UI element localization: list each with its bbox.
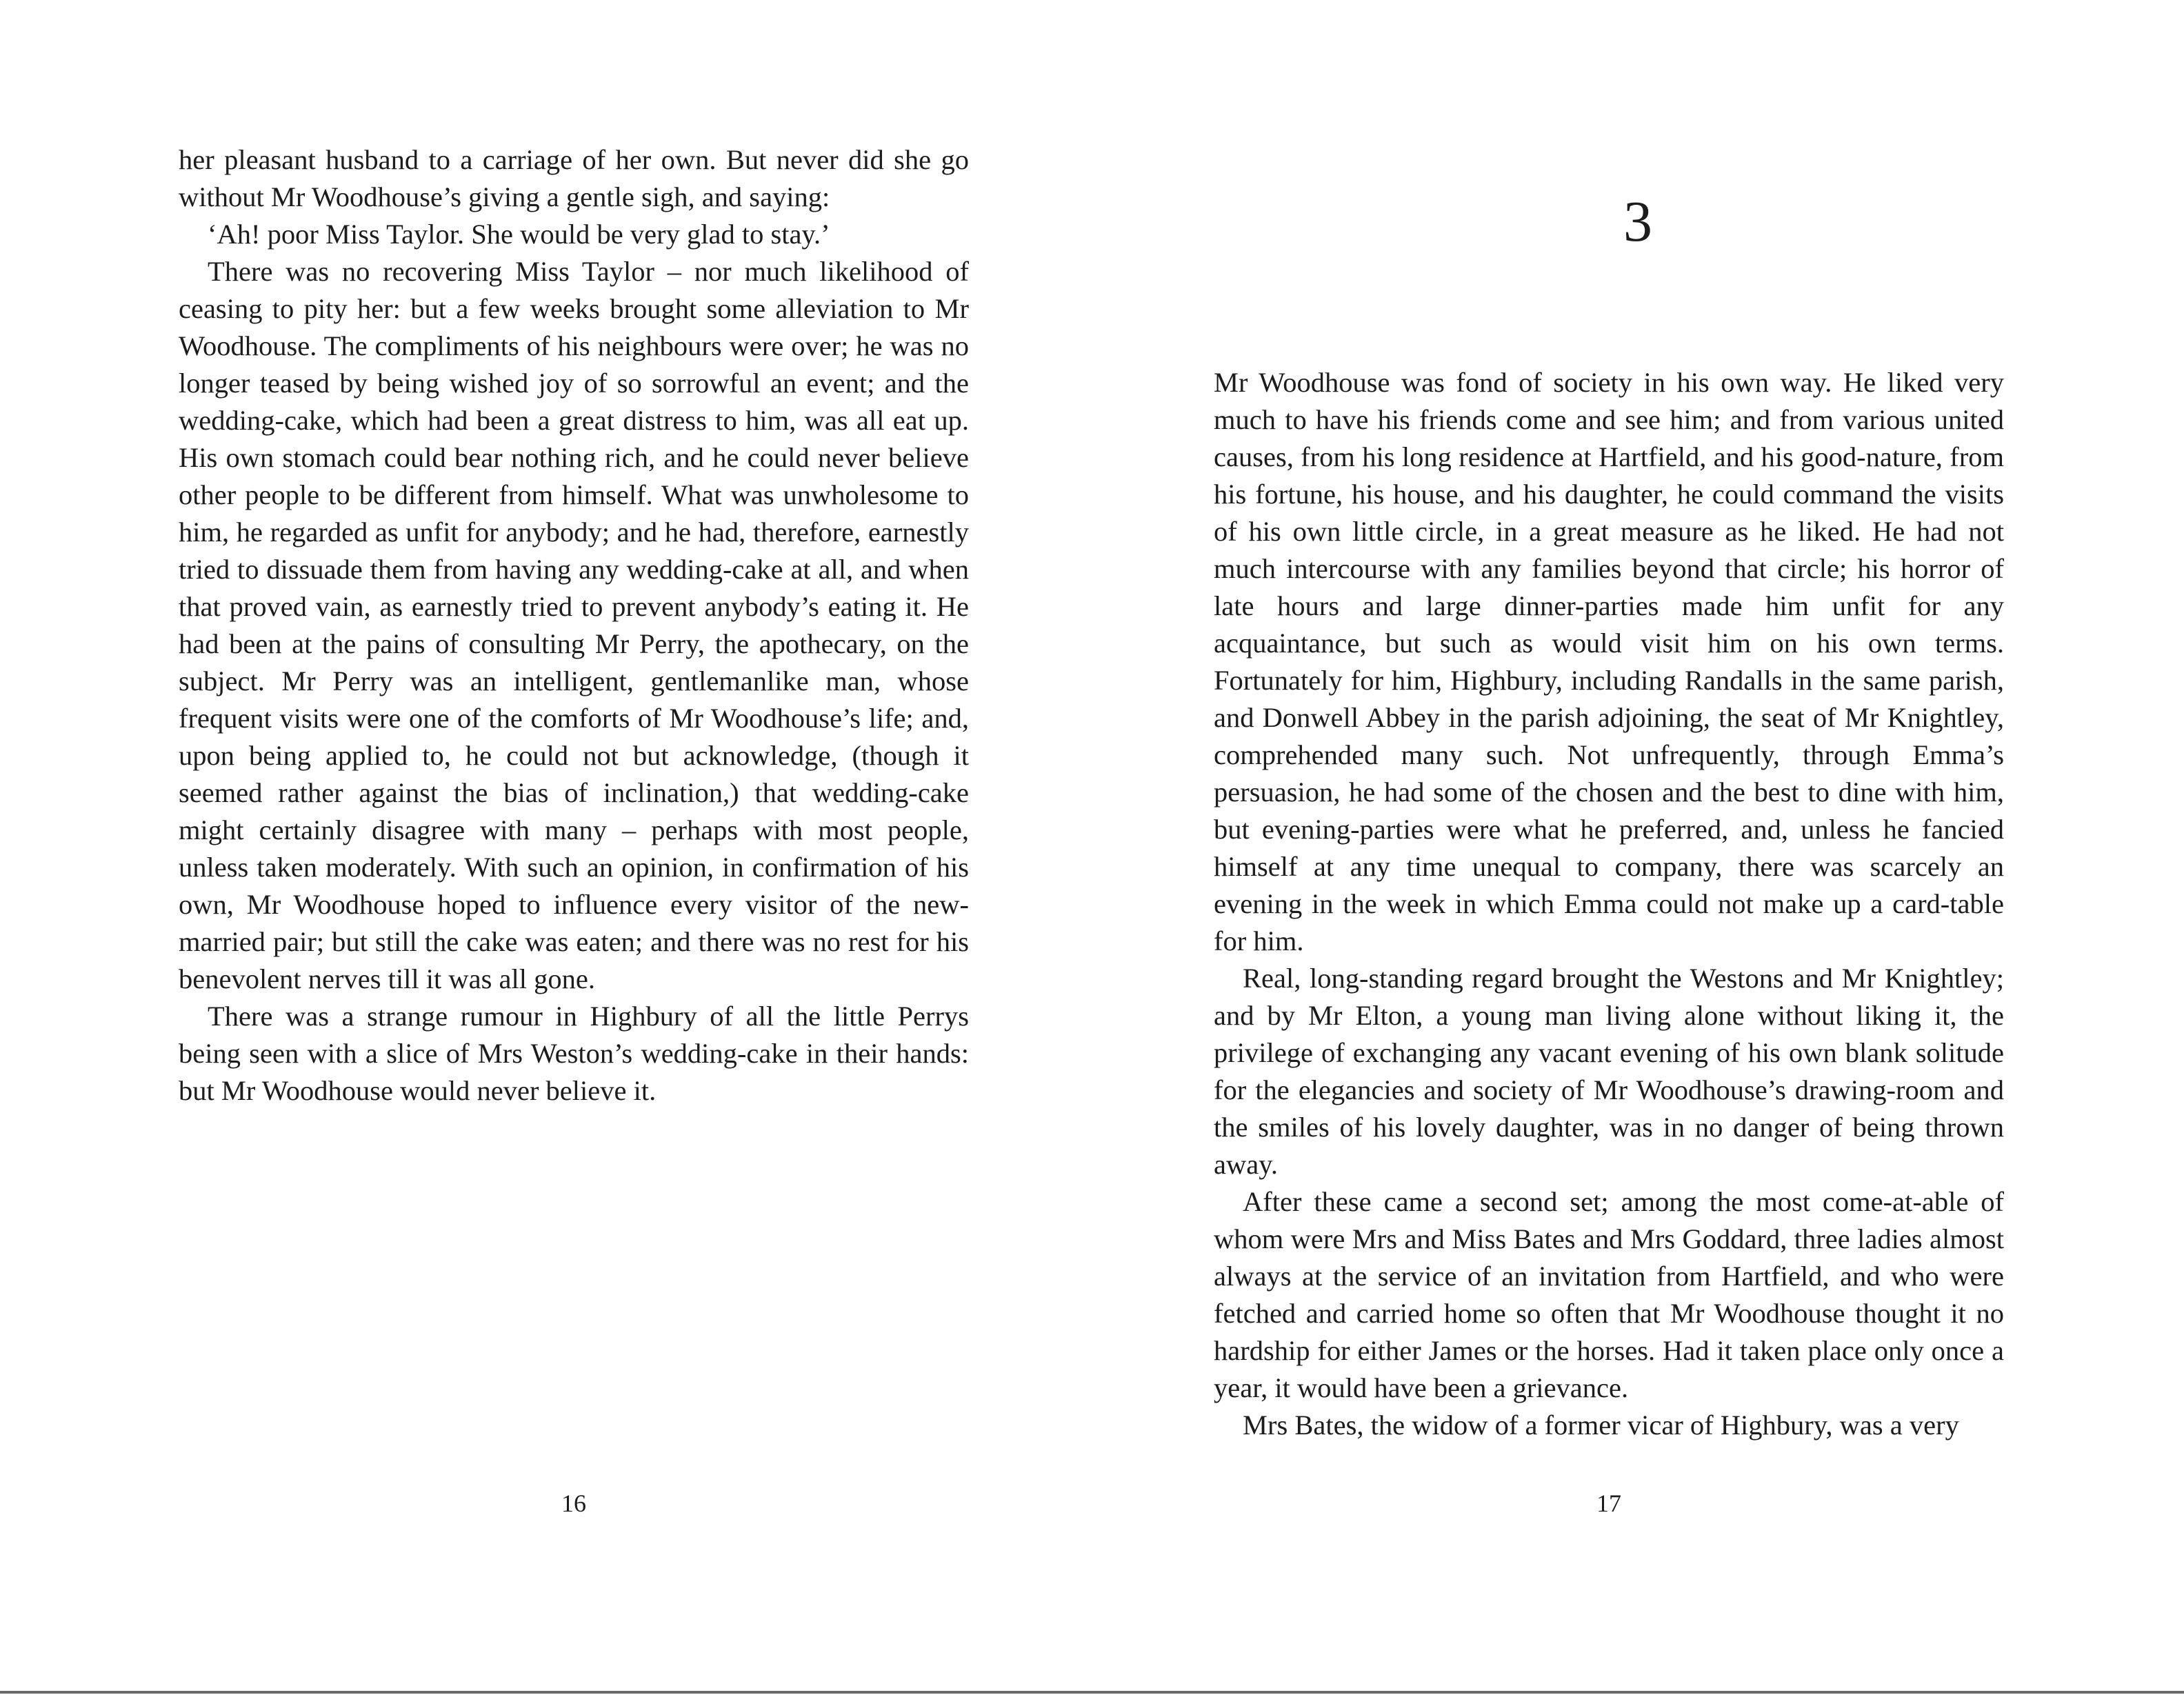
paragraph: her pleasant husband to a carriage of her own. But never did she go without Mr Woodhouse’s giving a gentle sigh, and saying:: [179, 144, 969, 212]
page-number: 16: [561, 1490, 586, 1517]
paragraph: There was a strange rumour in Highbury of all the little Perrys being seen with a slice of Mrs Weston’s wedding-cake in their hands: but Mr Woodhouse would never believe it.: [179, 1001, 969, 1106]
page-number: 17: [1596, 1490, 1621, 1517]
bottom-edge-rule: [0, 1691, 2184, 1694]
paragraph: Real, long-standing regard brought the Westons and Mr Knightley; and by Mr Elton, a young man living alone without liking it, the privilege of exchanging any vacant evening of his own blank solitude for the elegancies and society of Mr Woodhouse’s drawing-room and the smiles of his lovely daughter, was in no danger of being thrown away.: [1214, 963, 2004, 1180]
paragraph: There was no recovering Miss Taylor – nor much likelihood of ceasing to pity her: but a few weeks brought some alleviation to Mr Woodhouse. The compliments of his neighbours were over; he was no longer teased by being wished joy of so sorrowful an event; and the wedding-cake, which had been a great distress to him, was all eat up. His own stomach could bear nothing rich, and he could never believe other people to be different from himself. What was unwholesome to him, he regarded as unfit for anybody; and he had, therefore, earnestly tried to dissuade them from having any wedding-cake at all, and when that proved vain, as earnestly tried to prevent anybody’s eating it. He had been at the pains of consulting Mr Perry, the apothecary, on the subject. Mr Perry was an intelligent, gentlemanlike man, whose frequent visits were one of the comforts of Mr Woodhouse’s life; and, upon being applied to, he could not but acknowledge, (though it seemed rather against the bias of inclination,) that wedding-cake might certainly disagree with many – perhaps with most people, unless taken moderately. With such an opinion, in confirmation of his own, Mr Woodhouse hoped to influence every visitor of the new-married pair; but still the cake was eaten; and there was no rest for his benevolent nerves till it was all gone.: [179, 256, 969, 994]
left-page-text: [179, 141, 969, 1110]
paragraph: After these came a second set; among the most come-at-able of whom were Mrs and Miss Bates and Mrs Goddard, three ladies almost always at the service of an invitation from Hartfield, and who were fetched and carried home so often that Mr Woodhouse thought it no hardship for either James or the horses. Had it taken place only once a year, it would have been a grievance.: [1214, 1186, 2004, 1403]
paragraph: Mrs Bates, the widow of a former vicar of Highbury, was a very: [1243, 1410, 1959, 1441]
paragraph: ‘Ah! poor Miss Taylor. She would be very glad to stay.’: [208, 219, 830, 250]
paragraph: Mr Woodhouse was fond of society in his own way. He liked very much to have his friends come and see him; and from various united causes, from his long residence at Hartfield, and his good-nature, from his fortune, his house, and his daughter, he could command the visits of his own little circle, in a great measure as he liked. He had not much intercourse with any families beyond that circle; his horror of late hours and large dinner-parties made him unfit for any acquaintance, but such as would visit him on his own terms. Fortunately for him, Highbury, including Randalls in the same parish, and Donwell Abbey in the parish adjoining, the seat of Mr Knightley, comprehended many such. Not unfrequently, through Emma’s persuasion, he had some of the chosen and the best to dine with him, but evening-parties were what he preferred, and, unless he fancied himself at any time unequal to company, there was scarcely an evening in the week in which Emma could not make up a card-table for him.: [1214, 367, 2004, 956]
chapter-number: 3: [1623, 190, 1652, 254]
right-page: [1092, 0, 2184, 1695]
right-page-text: [1214, 364, 2004, 1444]
